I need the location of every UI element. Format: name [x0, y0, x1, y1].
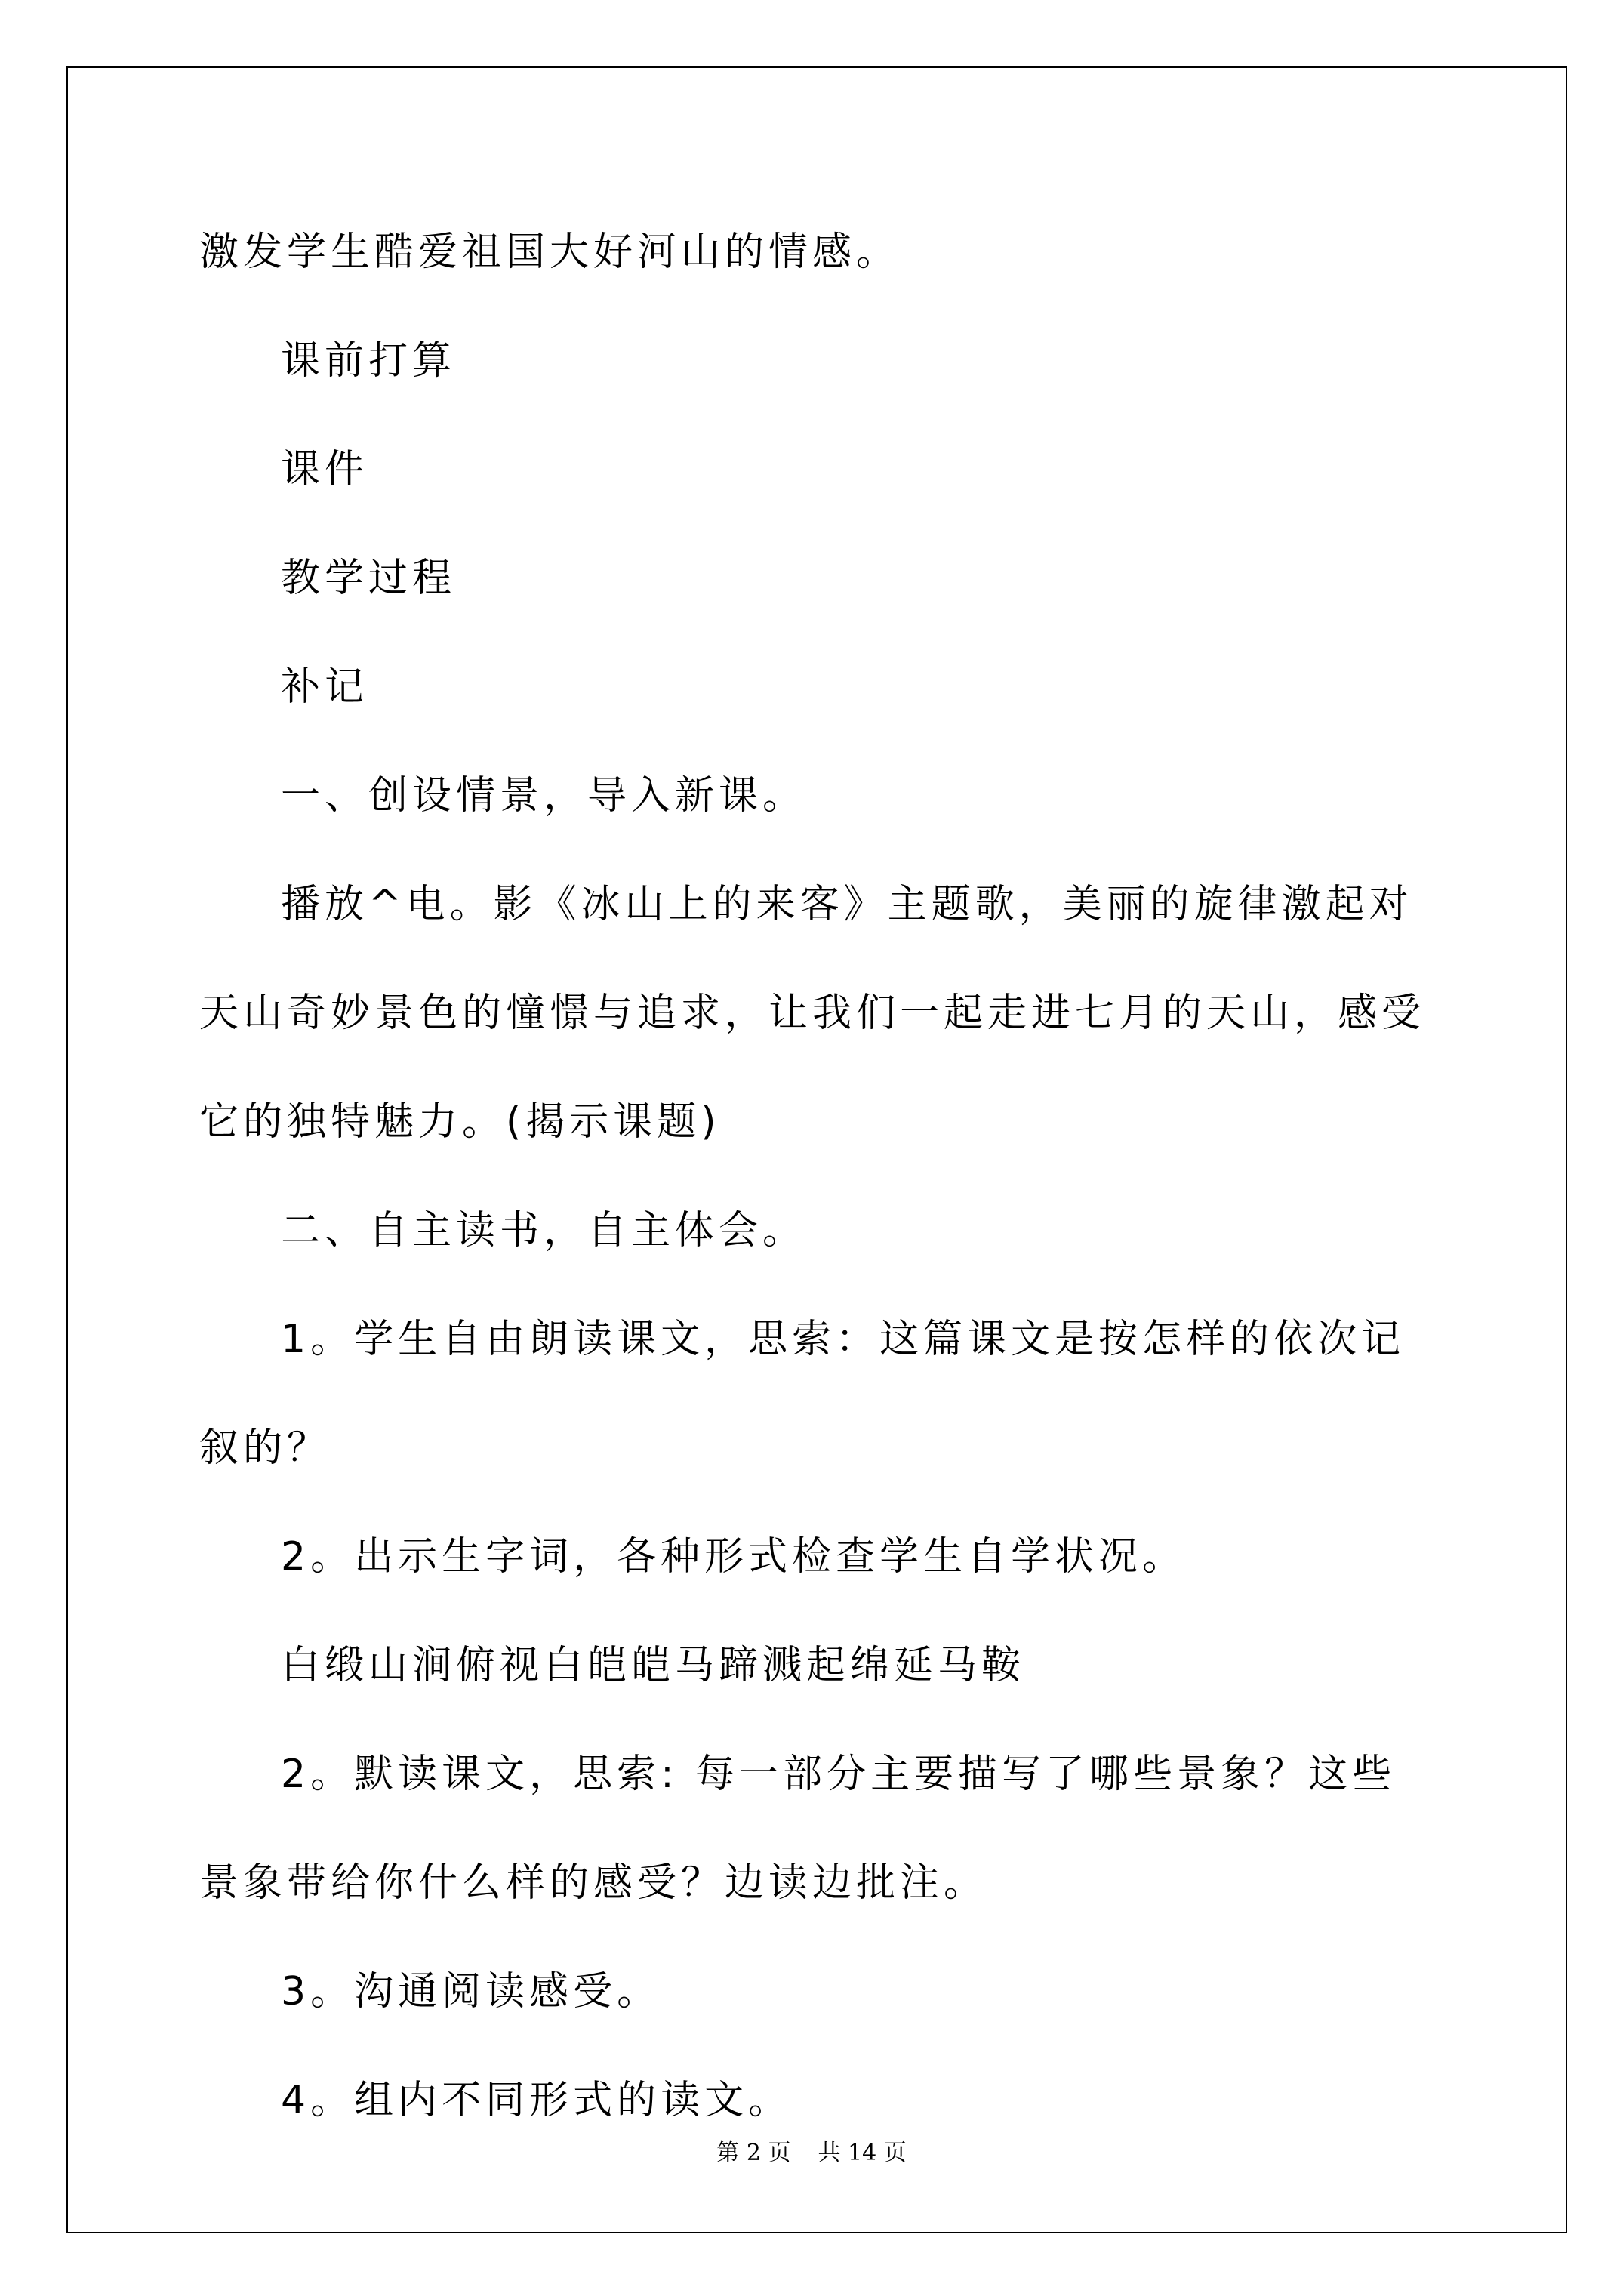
paragraph-section-two: 二、自主读书，自主体会。	[281, 1208, 807, 1253]
page-footer	[0, 2134, 1623, 2167]
paragraph-step-3: 3。沟通阅读感受。	[281, 1969, 661, 2014]
paragraph-intro: 激发学生酷爱祖国大好河山的情感。	[199, 230, 901, 275]
paragraph-step-4: 4。组内不同形式的读文。	[281, 2078, 793, 2123]
paragraph-process-heading: 教学过程	[281, 556, 457, 601]
page-total: 共 14 页	[818, 2140, 907, 2166]
paragraph-step-2b: 2。默读课文，思索: 每一部分主要描写了哪些景象？这些景象带给你什么样的感受？边读边批注。	[199, 1752, 1397, 1906]
paragraph-step-1: 1。学生自由朗读课文，思索：这篇课文是按怎样的依次记叙的？	[199, 1317, 1406, 1471]
document-body	[199, 198, 1437, 2155]
paragraph-section-one: 一、创设情景，导入新课。	[281, 773, 807, 818]
paragraph-preparation-heading: 课前打算	[281, 338, 457, 384]
paragraph-notes: 补记	[281, 664, 369, 710]
page-number: 第 2 页	[716, 2140, 791, 2166]
paragraph-step-2: 2。出示生字词，各种形式检查学生自学状况。	[281, 1534, 1187, 1579]
paragraph-courseware: 课件	[281, 447, 369, 492]
paragraph-vocabulary: 白缎山涧俯视白皑皑马蹄溅起绵延马鞍	[281, 1643, 1026, 1688]
paragraph-song-intro: 播放^电。影《冰山上的来客》主题歌，美丽的旋律激起对天山奇妙景色的憧憬与追求，让我们一起走进七月的天山，感受它的独特魅力。(揭示课题)	[199, 882, 1426, 1145]
